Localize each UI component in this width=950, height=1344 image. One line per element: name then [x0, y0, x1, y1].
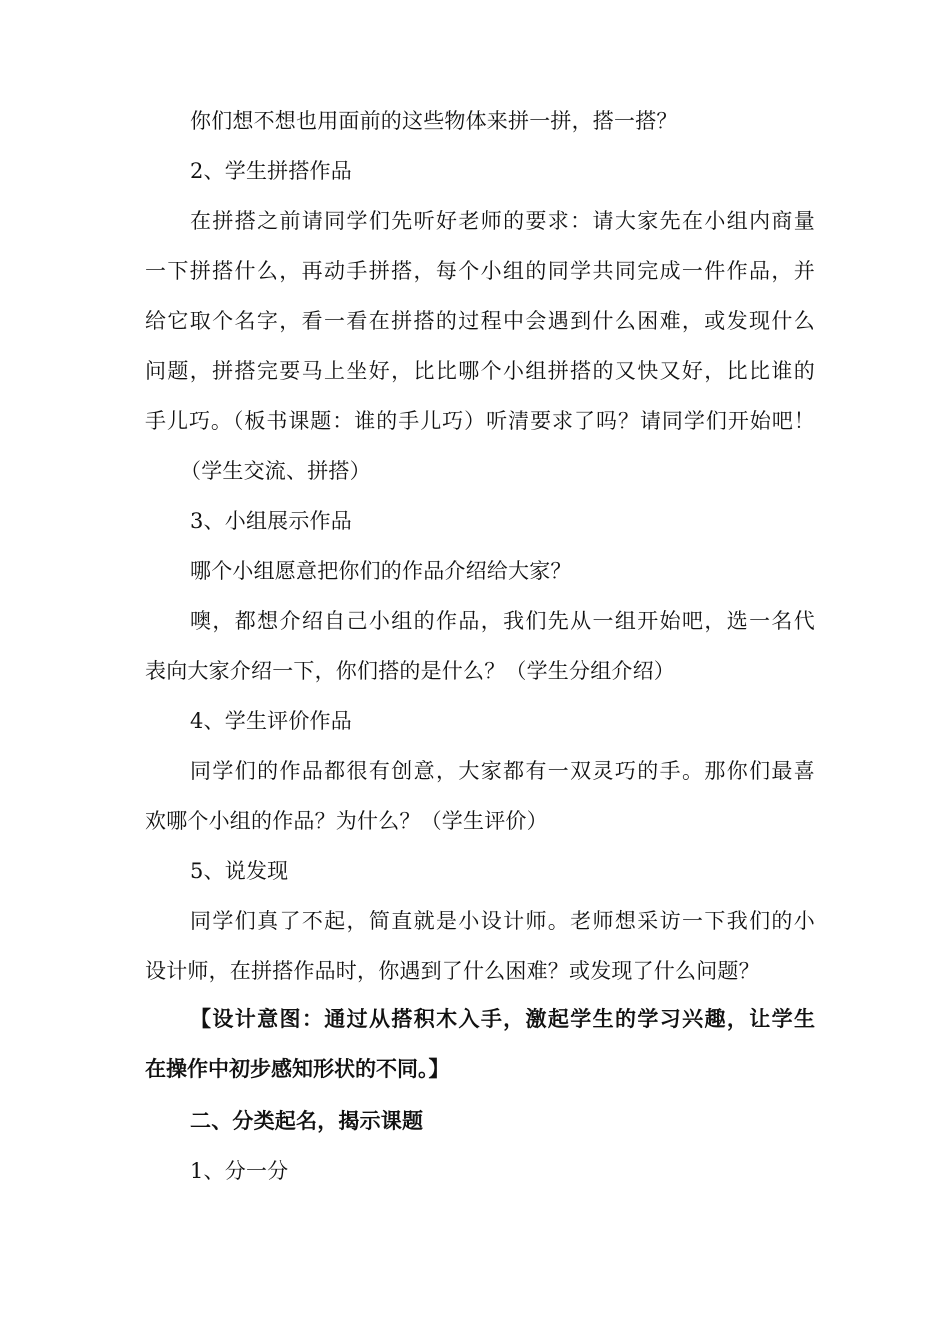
section-heading: 4、学生评价作品	[190, 709, 352, 733]
section-heading: 1、分一分	[190, 1159, 289, 1183]
paragraph-line: 给它取个名字，看一看在拼搭的过程中会遇到什么困难，或发现什么	[145, 309, 815, 333]
paragraph-line: 一下拼搭什么，再动手拼搭，每个小组的同学共同完成一件作品，并	[145, 259, 815, 283]
design-intent-note: 【设计意图：通过从搭积木入手，激起学生的学习兴趣，让学生	[190, 1007, 815, 1031]
paragraph-line: 设计师，在拼搭作品时，你遇到了什么困难？或发现了什么问题？	[145, 959, 760, 983]
section-heading: 5、说发现	[190, 859, 289, 883]
section-heading: 3、小组展示作品	[190, 509, 352, 533]
section-heading: 2、学生拼搭作品	[190, 159, 352, 183]
paragraph-line: 手儿巧。（板书课题：谁的手儿巧）听清要求了吗？请同学们开始吧！	[145, 409, 815, 433]
paragraph-line: （学生交流、拼搭）	[180, 459, 371, 483]
paragraph-line: 欢哪个小组的作品？为什么？（学生评价）	[145, 809, 548, 833]
paragraph-line: 表向大家介绍一下，你们搭的是什么？（学生分组介绍）	[145, 659, 675, 683]
design-intent-note: 在操作中初步感知形状的不同。】	[145, 1057, 450, 1081]
paragraph-line: 哪个小组愿意把你们的作品介绍给大家？	[190, 559, 572, 583]
paragraph-line: 你们想不想也用面前的这些物体来拼一拼，搭一搭？	[190, 109, 678, 133]
paragraph-line: 同学们真了不起，简直就是小设计师。老师想采访一下我们的小	[190, 909, 815, 933]
paragraph-line: 噢，都想介绍自己小组的作品，我们先从一组开始吧，选一名代	[190, 609, 815, 633]
paragraph-line: 问题，拼搭完要马上坐好，比比哪个小组拼搭的又快又好，比比谁的	[145, 359, 815, 383]
paragraph-line: 在拼搭之前请同学们先听好老师的要求：请大家先在小组内商量	[190, 209, 815, 233]
chapter-heading: 二、分类起名，揭示课题	[190, 1108, 424, 1133]
paragraph-line: 同学们的作品都很有创意，大家都有一双灵巧的手。那你们最喜	[190, 759, 815, 783]
